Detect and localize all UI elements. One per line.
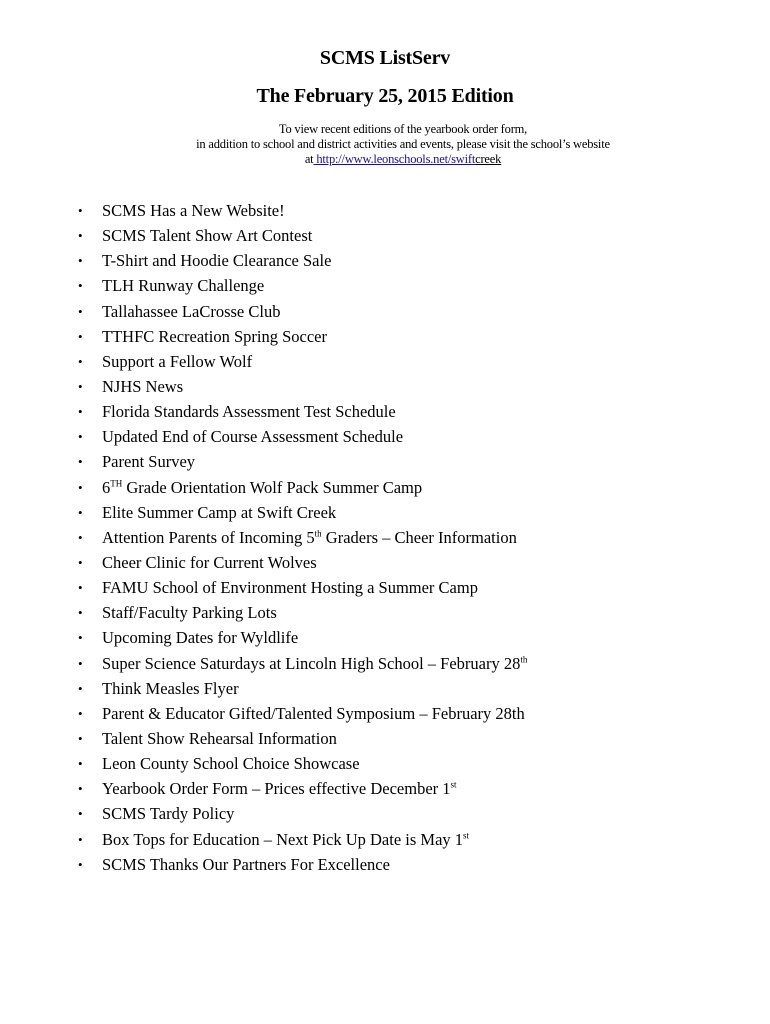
toc-list-item — [0, 273, 770, 298]
bullet-icon: • — [78, 655, 83, 671]
intro-line-2: in addition to school and district activities and events, please visit the school’s website — [196, 137, 610, 151]
toc-list-item — [0, 575, 770, 600]
toc-list-item — [0, 198, 770, 223]
edition-date-heading: The February 25, 2015 Edition — [256, 85, 514, 107]
toc-item-text: Elite Summer Camp at Swift Creek — [102, 502, 337, 522]
toc-item-text-main: Yearbook Order Form – Prices effective December 1 — [102, 779, 451, 799]
toc-list-item — [0, 399, 770, 424]
toc-item-text-main: 6 — [102, 477, 111, 497]
toc-item-text: SCMS Has a New Website! — [102, 201, 285, 220]
ordinal-superscript: st — [463, 830, 470, 841]
intro-line-1: To view recent editions of the yearbook order form, — [278, 122, 528, 136]
toc-item-text — [102, 525, 517, 550]
bullet-icon: • — [78, 203, 83, 218]
school-website-link-end[interactable]: creek — [475, 152, 502, 166]
toc-list-item — [0, 751, 770, 776]
toc-list-item — [0, 801, 770, 826]
toc-list-item — [0, 223, 770, 248]
document-title: SCMS ListServ — [319, 47, 451, 69]
bullet-icon: • — [78, 378, 83, 394]
bullet-icon: • — [78, 278, 83, 294]
toc-item-text: FAMU School of Environment Hosting a Summer Camp — [102, 578, 478, 598]
bullet-icon: • — [78, 856, 83, 872]
table-of-contents — [0, 198, 770, 877]
ordinal-superscript: th — [520, 654, 528, 665]
bullet-icon: • — [78, 781, 83, 797]
bullet-icon: • — [78, 680, 83, 696]
toc-list-item — [0, 726, 770, 751]
bullet-icon: • — [78, 404, 83, 420]
toc-list-item — [0, 550, 770, 575]
school-website-link[interactable]: http://www.leonschools.net/swift — [313, 152, 476, 166]
bullet-icon: • — [78, 303, 83, 319]
intro-line-3-prefix: at — [304, 152, 314, 166]
bullet-icon: • — [78, 328, 83, 344]
toc-item-text-main: Box Tops for Education – Next Pick Up Date is May 1 — [102, 829, 464, 849]
toc-list-item — [0, 475, 770, 500]
toc-list-item — [0, 676, 770, 701]
toc-list-item — [0, 651, 770, 676]
ordinal-superscript: th — [314, 528, 322, 539]
toc-list-item — [0, 701, 770, 726]
bullet-icon: • — [78, 253, 83, 269]
bullet-icon: • — [78, 831, 83, 847]
bullet-icon: • — [78, 580, 83, 596]
toc-item-text: Updated End of Course Assessment Schedule — [102, 427, 404, 447]
toc-list-item — [0, 299, 770, 324]
toc-item-text — [102, 475, 422, 500]
toc-item-text: SCMS Thanks Our Partners For Excellence — [102, 854, 390, 874]
toc-list-item — [0, 248, 770, 273]
toc-item-text: Upcoming Dates for Wyldlife — [102, 628, 299, 648]
toc-item-text: Parent Survey — [102, 452, 196, 472]
toc-item-text: Think Measles Flyer — [102, 678, 239, 698]
toc-item-text: TTHFC Recreation Spring Soccer — [102, 326, 327, 346]
toc-item-text: SCMS Talent Show Art Contest — [102, 226, 313, 246]
bullet-icon: • — [78, 730, 83, 746]
toc-list-item — [0, 827, 770, 852]
bullet-icon: • — [78, 228, 83, 244]
bullet-icon: • — [78, 630, 83, 646]
ordinal-superscript: st — [450, 779, 457, 790]
toc-list-item — [0, 449, 770, 474]
bullet-icon: • — [78, 504, 83, 520]
toc-item-text: TLH Runway Challenge — [102, 276, 265, 296]
intro-paragraph — [0, 122, 770, 167]
toc-item-text-rest: Grade Orientation Wolf Pack Summer Camp — [122, 477, 423, 497]
toc-item-text: Talent Show Rehearsal Information — [102, 728, 337, 748]
bullet-icon: • — [78, 479, 83, 495]
toc-list-item — [0, 625, 770, 650]
toc-list-item — [0, 852, 770, 877]
toc-list-item — [0, 349, 770, 374]
toc-list-item — [0, 525, 770, 550]
toc-item-text: Staff/Faculty Parking Lots — [102, 603, 277, 623]
toc-item-text: Florida Standards Assessment Test Schedule — [102, 402, 396, 422]
bullet-icon: • — [78, 429, 83, 445]
bullet-icon: • — [78, 529, 83, 545]
bullet-icon: • — [78, 454, 83, 470]
toc-list-item — [0, 500, 770, 525]
bullet-icon: • — [78, 353, 83, 369]
toc-item-text-main: Attention Parents of Incoming 5 — [102, 527, 315, 547]
toc-item-text: Cheer Clinic for Current Wolves — [102, 552, 317, 572]
toc-list-item — [0, 600, 770, 625]
toc-item-text: Tallahassee LaCrosse Club — [102, 301, 281, 321]
toc-item-text: SCMS Tardy Policy — [102, 804, 235, 824]
toc-item-text: Support a Fellow Wolf — [102, 351, 253, 371]
toc-item-text — [102, 651, 527, 676]
toc-item-text — [102, 827, 469, 852]
bullet-icon: • — [78, 554, 83, 570]
toc-item-text — [102, 776, 457, 801]
ordinal-superscript: TH — [110, 478, 123, 489]
toc-list-item — [0, 374, 770, 399]
bullet-icon: • — [78, 705, 83, 721]
intro-line-3 — [0, 152, 770, 167]
bullet-icon: • — [78, 806, 83, 822]
toc-item-text: T-Shirt and Hoodie Clearance Sale — [102, 251, 332, 271]
toc-list-item — [0, 324, 770, 349]
toc-item-text: Leon County School Choice Showcase — [102, 754, 360, 774]
toc-item-text-main: Super Science Saturdays at Lincoln High School – February 28 — [102, 653, 521, 673]
bullet-icon: • — [78, 605, 83, 621]
toc-item-text: Parent & Educator Gifted/Talented Symposium – February 28th — [102, 703, 525, 723]
toc-list-item — [0, 424, 770, 449]
bullet-icon: • — [78, 756, 83, 772]
toc-list-item — [0, 776, 770, 801]
toc-item-text-rest: Graders – Cheer Information — [321, 527, 517, 547]
toc-item-text: NJHS News — [102, 376, 184, 396]
